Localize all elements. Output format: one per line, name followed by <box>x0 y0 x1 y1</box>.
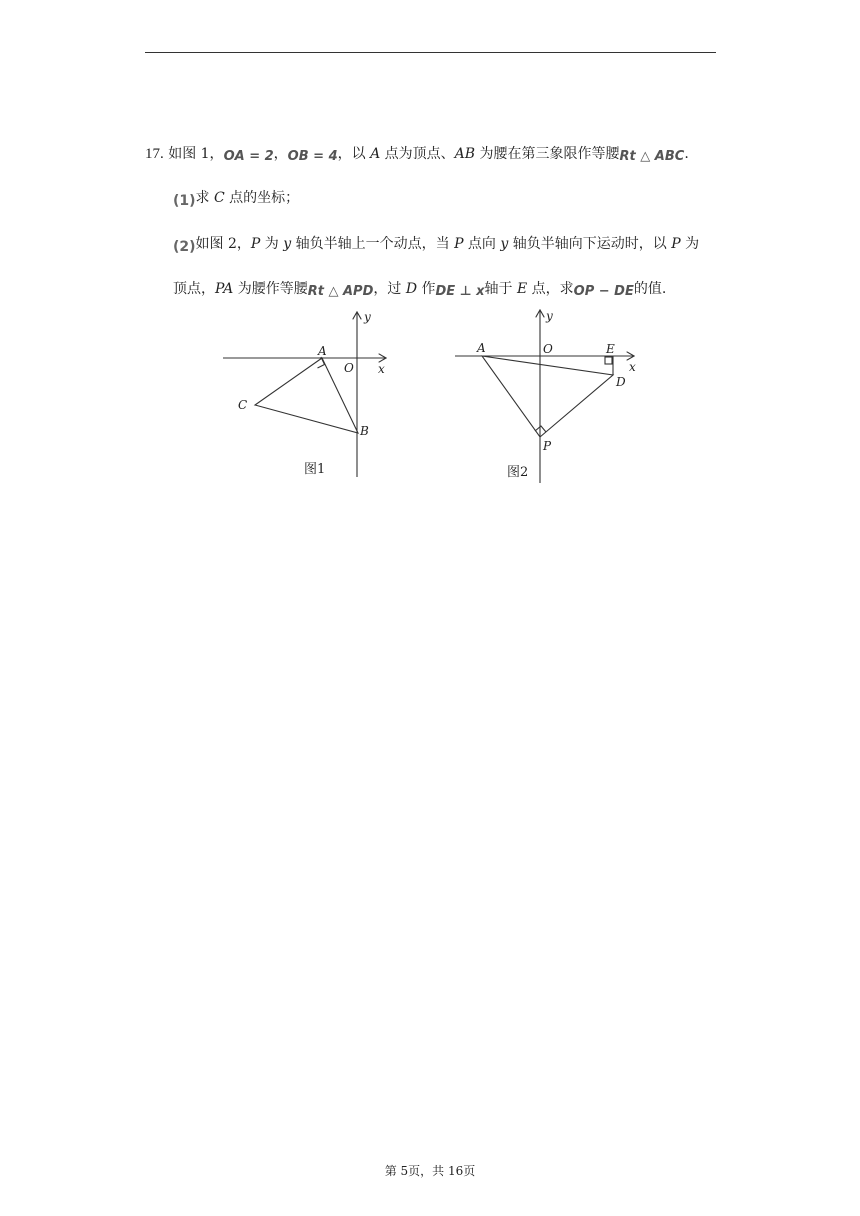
text-segment: 为腰在第三象限作等腰 <box>475 146 620 162</box>
page-footer: 第 5页，共 16页 <box>384 1164 476 1178</box>
question-number: 17. <box>145 146 164 162</box>
fig1-label-y: y <box>364 310 371 324</box>
text-segment: 为 <box>260 236 284 252</box>
var-p: P <box>250 236 261 252</box>
part2-label: (2) <box>173 239 196 255</box>
fig2-label-y: y <box>546 309 553 323</box>
var-pa: PA <box>215 281 234 297</box>
figures <box>215 305 645 494</box>
geometry-figures <box>215 305 645 490</box>
text-segment: 求 <box>195 190 214 206</box>
separator: ， <box>273 146 288 162</box>
figure2 <box>455 311 633 483</box>
text-segment: . <box>684 146 689 162</box>
fig2-label-d: D <box>616 375 626 389</box>
var-ab: AB <box>454 146 476 162</box>
text-segment: 作 <box>417 281 436 297</box>
fig2-label-o: O <box>543 342 553 356</box>
part2-line2 <box>173 279 666 300</box>
text-segment: ，过 <box>373 281 406 297</box>
fig1-label-c: C <box>238 398 248 412</box>
var-y: y <box>500 236 509 252</box>
var-y: y <box>283 236 292 252</box>
text-segment: 为腰作等腰 <box>233 281 308 297</box>
fig1-label-a: A <box>318 344 327 358</box>
fig2-label-a: A <box>477 341 486 355</box>
fig2-right-angle-e <box>605 357 612 364</box>
figure1 <box>223 313 385 477</box>
text-segment: 如图 2， <box>195 236 251 252</box>
text-segment: 轴负半轴向下运动时，以 <box>508 236 672 252</box>
triangle-apd: Rt △ APD <box>307 284 374 299</box>
var-a: A <box>370 146 381 162</box>
part1-label: (1) <box>173 193 196 209</box>
text-segment: 点向 <box>463 236 501 252</box>
question-intro: 如图 1， <box>168 146 224 162</box>
text-segment: 点为顶点、 <box>380 146 455 162</box>
text-segment: 为 <box>680 236 700 252</box>
perp-expression: DE ⊥ x <box>435 284 485 299</box>
equation-ob: OB = 4 <box>287 149 338 164</box>
fig1-label-b: B <box>360 424 369 438</box>
fig2-label-x: x <box>629 360 636 374</box>
text-segment: 点，求 <box>527 281 574 297</box>
question-line <box>145 144 689 165</box>
var-p: P <box>454 236 464 252</box>
fig1-label-x: x <box>378 362 385 376</box>
text-segment: 点的坐标； <box>224 190 300 206</box>
equation-oa: OA = 2 <box>223 149 274 164</box>
part2-line1 <box>173 234 699 254</box>
triangle-abc: Rt △ ABC <box>619 149 685 164</box>
var-d: D <box>405 281 418 297</box>
text-segment: 轴负半轴上一个动点，当 <box>291 236 455 252</box>
var-c: C <box>214 190 225 206</box>
fig2-caption: 图2 <box>507 465 529 480</box>
var-e: E <box>516 281 528 297</box>
part1-line <box>173 188 299 208</box>
fig2-triangle-apd <box>482 356 613 437</box>
text-segment: 的值. <box>633 281 667 297</box>
fig2-label-p: P <box>543 439 552 453</box>
fig2-label-e: E <box>606 342 615 356</box>
header-rule <box>145 52 716 53</box>
text-segment: 顶点， <box>173 281 215 297</box>
fig1-label-o: O <box>344 361 354 375</box>
op-minus-de: OP − DE <box>573 284 634 299</box>
text-segment: 轴于 <box>484 281 517 297</box>
fig1-caption: 图1 <box>304 462 326 477</box>
var-p: P <box>671 236 681 252</box>
fig1-triangle-abc <box>255 358 358 433</box>
text-segment: ，以 <box>337 146 371 162</box>
